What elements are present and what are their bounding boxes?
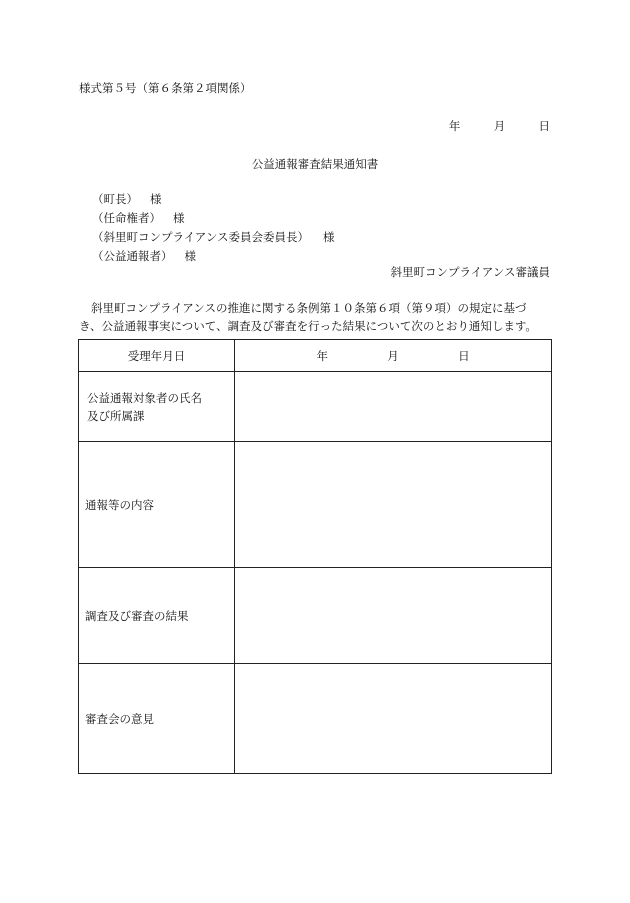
issue-date bbox=[449, 119, 550, 133]
table-row-opinion bbox=[79, 664, 552, 774]
subject-name-label-line1: 公益通報対象者の氏名 bbox=[87, 390, 202, 405]
body-line-1: 斜里町コンプライアンスの推進に関する条例第１０条第６項（第９項）の規定に基づ bbox=[91, 301, 527, 315]
addressee-role: （斜里町コンプライアンス委員会委員長） bbox=[92, 230, 310, 244]
opinion-field[interactable] bbox=[235, 664, 552, 774]
subject-name-field[interactable] bbox=[235, 372, 552, 442]
addressee-honorific: 様 bbox=[173, 211, 185, 225]
subject-name-label bbox=[79, 372, 235, 442]
table-row-result bbox=[79, 568, 552, 664]
date-year-label: 年 bbox=[448, 119, 461, 133]
receipt-year-label: 年 bbox=[316, 348, 328, 363]
addressee-appointer bbox=[92, 211, 185, 225]
table-row-receipt bbox=[79, 340, 552, 372]
receipt-month-label: 月 bbox=[387, 348, 399, 363]
date-day-label: 日 bbox=[538, 119, 550, 133]
subject-name-label-line2: 及び所属課 bbox=[87, 408, 145, 423]
addressee-committee-chair bbox=[92, 230, 335, 244]
body-line-2: き、公益通報事実について、調査及び審査を行った結果について次のとおり通知します。 bbox=[79, 319, 537, 333]
table-row-subject bbox=[79, 372, 552, 442]
date-month-label: 月 bbox=[493, 119, 506, 133]
body-text bbox=[79, 299, 555, 335]
receipt-day-label: 日 bbox=[458, 348, 470, 363]
addressee-honorific: 様 bbox=[150, 192, 162, 206]
addressee-whistleblower bbox=[92, 249, 196, 263]
addressee-honorific: 様 bbox=[184, 249, 196, 263]
addressee-role: （任命権者） bbox=[92, 211, 161, 225]
opinion-label: 審査会の意見 bbox=[79, 664, 235, 774]
content-label: 通報等の内容 bbox=[79, 442, 235, 568]
sender: 斜里町コンプライアンス審議員 bbox=[390, 265, 550, 279]
result-label: 調査及び審査の結果 bbox=[79, 568, 235, 664]
receipt-date-value bbox=[235, 340, 552, 372]
table-row-content bbox=[79, 442, 552, 568]
receipt-date-label: 受理年月日 bbox=[79, 340, 235, 372]
document-title: 公益通報審査結果通知書 bbox=[251, 157, 379, 171]
result-table bbox=[78, 339, 552, 774]
addressee-role: （町長） bbox=[92, 192, 138, 206]
addressee-role: （公益通報者） bbox=[92, 249, 173, 263]
result-field[interactable] bbox=[235, 568, 552, 664]
form-number: 様式第５号（第６条第２項関係） bbox=[79, 81, 252, 95]
content-field[interactable] bbox=[235, 442, 552, 568]
addressee-mayor bbox=[92, 192, 162, 206]
addressee-honorific: 様 bbox=[323, 230, 335, 244]
